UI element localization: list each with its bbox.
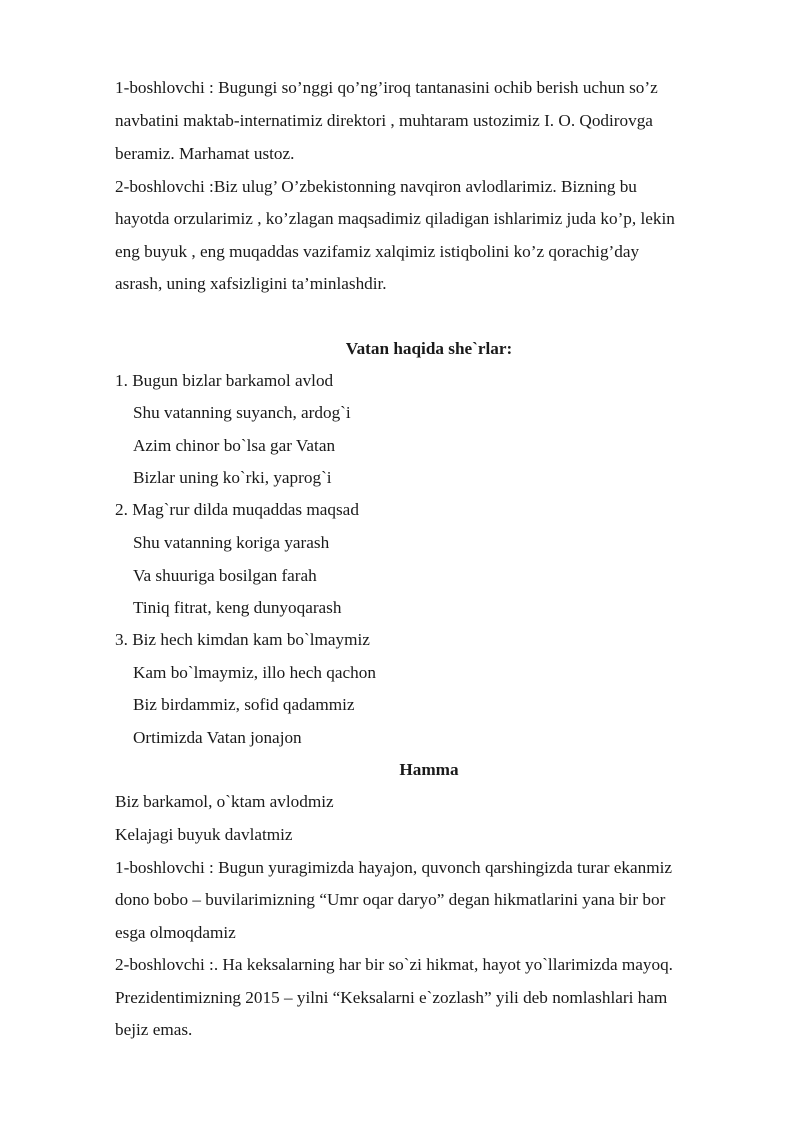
closing-line: dono bobo – buvilarimizning “Umr oqar daryo” degan hikmatlarini yana bir bor: [115, 890, 666, 909]
chorus-heading: Hamma: [399, 760, 459, 779]
poem-line: 1. Bugun bizlar barkamol avlod: [115, 371, 334, 390]
poem-line: Va shuuriga bosilgan farah: [133, 566, 317, 585]
closing-line: Prezidentimizning 2015 – yilni “Keksalarni e`zozlash” yili deb nomlashlari ham: [115, 988, 668, 1007]
closing-line: 2-boshlovchi :. Ha keksalarning har bir so`zi hikmat, hayot yo`llarimizda mayoq.: [115, 955, 673, 974]
poem-heading: Vatan haqida she`rlar:: [345, 339, 513, 358]
poem-line: Shu vatanning koriga yarash: [133, 533, 330, 552]
intro-line: 1-boshlovchi : Bugungi so’nggi qo’ng’iroq tantanasini ochib berish uchun so’z: [115, 78, 658, 97]
poem-line: Ortimizda Vatan jonajon: [133, 728, 302, 747]
poem-line: 2. Mag`rur dilda muqaddas maqsad: [115, 500, 359, 519]
intro-line: eng buyuk , eng muqaddas vazifamiz xalqimiz istiqbolini ko’z qorachig’day: [115, 242, 640, 261]
poem-line: Kam bo`lmaymiz, illo hech qachon: [133, 663, 376, 682]
intro-line: beramiz. Marhamat ustoz.: [115, 144, 295, 163]
intro-line: navbatini maktab-internatimiz direktori , muhtaram ustozimiz I. O. Qodirovga: [115, 111, 653, 130]
intro-line: asrash, uning xafsizligini ta’minlashdir.: [115, 274, 387, 293]
chorus-line: Kelajagi buyuk davlatmiz: [115, 825, 293, 844]
chorus-line: Biz barkamol, o`ktam avlodmiz: [115, 792, 334, 811]
poem-line: Bizlar uning ko`rki, yaprog`i: [133, 468, 332, 487]
intro-line: hayotda orzularimiz , ko’zlagan maqsadimiz qiladigan ishlarimiz juda ko’p, lekin: [115, 209, 675, 228]
poem-line: 3. Biz hech kimdan kam bo`lmaymiz: [115, 630, 370, 649]
closing-line: 1-boshlovchi : Bugun yuragimizda hayajon, quvonch qarshingizda turar ekanmiz: [115, 858, 673, 877]
closing-line: esga olmoqdamiz: [115, 923, 236, 942]
intro-line: 2-boshlovchi :Biz ulug’ O’zbekistonning navqiron avlodlarimiz. Bizning bu: [115, 177, 637, 196]
poem-line: Biz birdammiz, sofid qadammiz: [133, 695, 355, 714]
poem-line: Azim chinor bo`lsa gar Vatan: [133, 436, 336, 455]
closing-line: bejiz emas.: [115, 1020, 193, 1039]
poem-line: Tiniq fitrat, keng dunyoqarash: [133, 598, 342, 617]
poem-line: Shu vatanning suyanch, ardog`i: [133, 403, 351, 422]
